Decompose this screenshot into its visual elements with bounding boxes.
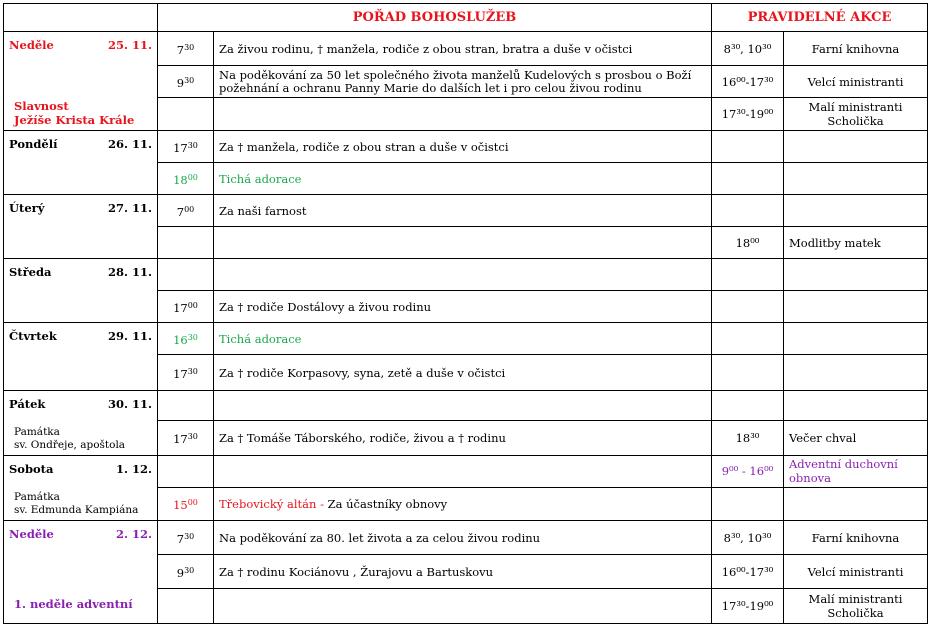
event-name: Velcí ministranti (784, 66, 928, 98)
table-row (4, 259, 928, 291)
day-name: Neděle (9, 38, 54, 52)
mass-intention: Tichá adorace (214, 163, 712, 195)
header-row (4, 4, 928, 32)
day-cell-saturday: Sobota 1. 12. Památka sv. Edmunda Kampiána (4, 456, 158, 521)
table-row (4, 391, 928, 421)
mass-time: $9^{30}$ (158, 555, 214, 589)
event-name: Farní knihovna (784, 32, 928, 66)
day-cell-monday: Pondělí 26. 11. (4, 131, 158, 195)
event-name: Večer chval (784, 421, 928, 456)
event-time: 9⁰⁰ - 16⁰⁰ (712, 456, 784, 488)
day-cell-wednesday: Středa 28. 11. (4, 259, 158, 323)
mass-time: $17^{30}$ (158, 131, 214, 163)
event-name: Farní knihovna (784, 521, 928, 555)
mass-time: $7^{30}$ (158, 521, 214, 555)
event-time: 18⁰⁰ (712, 227, 784, 259)
table-row (4, 195, 928, 227)
event-time: 16⁰⁰-17³⁰ (712, 66, 784, 98)
mass-time: $18^{00}$ (158, 163, 214, 195)
mass-intention: Tichá adorace (214, 323, 712, 355)
mass-place: Třebovický altán (219, 496, 317, 511)
mass-intention: Na poděkování za 80. let života a za celou živou rodinu (214, 521, 712, 555)
table-row (4, 32, 928, 66)
feast-line: Ježíše Krista Krále (14, 113, 135, 127)
day-cell-tuesday: Úterý 27. 11. (4, 195, 158, 259)
table-row (4, 521, 928, 555)
event-time: 8³⁰, 10³⁰ (712, 32, 784, 66)
event-time: 16⁰⁰-17³⁰ (712, 555, 784, 589)
event-time: 18³⁰ (712, 421, 784, 456)
event-name: Velcí ministranti (784, 555, 928, 589)
mass-intention: Za † rodiče Dostálovy a živou rodinu (214, 291, 712, 323)
event-time: 17³⁰-19⁰⁰ (712, 98, 784, 131)
event-name: Malí ministranti Scholička (784, 98, 928, 131)
mass-intention: Za živou rodinu, † manžela, rodiče z obou stran, bratra a duše v očistci (214, 32, 712, 66)
mass-time: $7^{30}$ (158, 32, 214, 66)
day-date: 25. 11. (107, 38, 152, 52)
schedule-table (3, 3, 928, 624)
table-row (4, 323, 928, 355)
event-time: 17³⁰-19⁰⁰ (712, 589, 784, 624)
mass-time: $16^{30}$ (158, 323, 214, 355)
table-row (4, 131, 928, 163)
mass-intention: Třebovický altán - Za účastníky obnovy (214, 487, 712, 520)
mass-time: $7^{00}$ (158, 195, 214, 227)
mass-intention: Za † rodiče Korpasovy, syna, zetě a duše v očistci (214, 355, 712, 391)
day-cell-sunday-advent: Neděle 2. 12. 1. neděle adventní (4, 521, 158, 624)
mass-intention: Za † Tomáše Táborského, rodiče, živou a † rodinu (214, 421, 712, 456)
event-name: Adventní duchovní obnova (784, 456, 928, 488)
mass-time: $9^{30}$ (158, 66, 214, 98)
feast-line: 1. neděle adventní (14, 597, 133, 611)
table-row (4, 456, 928, 488)
mass-time: $17^{30}$ (158, 355, 214, 391)
event-name: Malí ministranti Scholička (784, 589, 928, 624)
events-title: PRAVIDELNÉ AKCE (712, 4, 928, 32)
mass-intention: Za † manžela, rodiče z obou stran a duše v očistci (214, 131, 712, 163)
day-cell-friday: Pátek 30. 11. Památka sv. Ondřeje, apoštola (4, 391, 158, 456)
mass-time: $17^{30}$ (158, 421, 214, 456)
mass-time: $17^{00}$ (158, 291, 214, 323)
event-name: Modlitby matek (784, 227, 928, 259)
day-cell-thursday: Čtvrtek 29. 11. (4, 323, 158, 391)
event-time: 8³⁰, 10³⁰ (712, 521, 784, 555)
mass-intention: Na poděkování za 50 let společného života manželů Kudelových s prosbou o Boží požehnání a ochranu Panny Marie do dalších let i pro celou živou rodinu (214, 66, 712, 98)
services-title: POŘAD BOHOSLUŽEB (158, 4, 712, 32)
day-cell-sunday (4, 32, 158, 131)
mass-intention: Za † rodinu Kociánovu , Žurajovu a Bartuskovu (214, 555, 712, 589)
mass-intention: Za naši farnost (214, 195, 712, 227)
feast-line: Slavnost (14, 99, 69, 113)
header-empty-cell (4, 4, 158, 32)
mass-time: $15^{00}$ (158, 487, 214, 520)
